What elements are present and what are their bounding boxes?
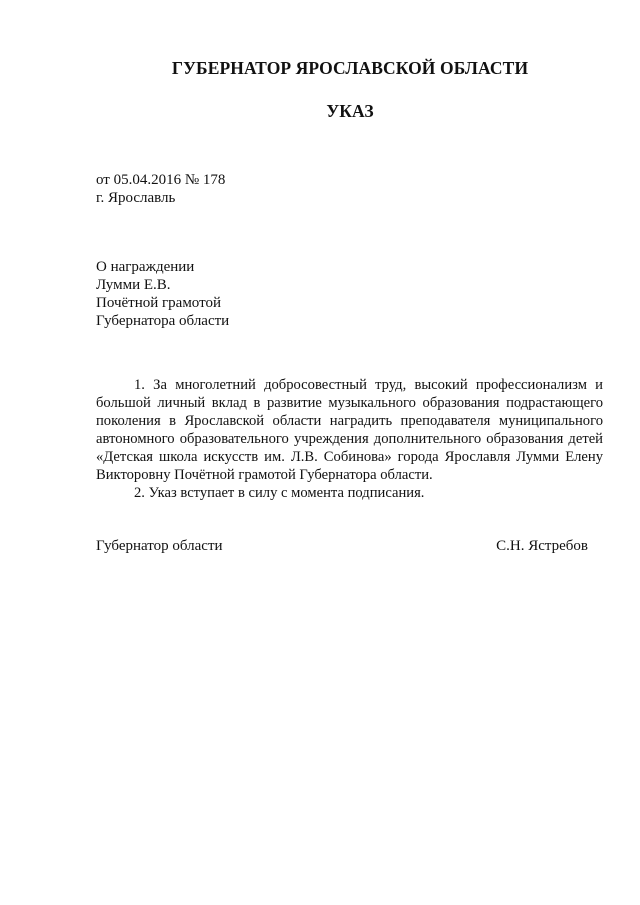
date-and-number: от 05.04.2016 № 178 <box>96 172 226 188</box>
decree-paragraph-2: 2. Указ вступает в силу с момента подписания. <box>134 485 425 501</box>
subject-line: Почётной грамотой <box>96 295 221 311</box>
decree-paragraph-1: 1. За многолетний добросовестный труд, высокий профессионализм и большой личный вклад в развитие музыкального образования подрастающего поколения в Ярославской области наградить преподавателя муниципального автономного образовательного учреждения дополнительного образования детей «Детская школа искусств им. Л.В. Собинова» города Ярославля Лумми Елену Викторовну Почётной грамотой Губернатора области. <box>96 377 603 483</box>
document-type-title: УКАЗ <box>326 101 374 121</box>
signature-block <box>96 537 588 555</box>
document-meta <box>96 171 225 207</box>
subject-line: О награждении <box>96 259 195 275</box>
subject-line: Губернатора области <box>96 313 230 329</box>
city: г. Ярославль <box>96 190 176 206</box>
subject-line: Лумми Е.В. <box>96 277 171 293</box>
issuing-authority-title: ГУБЕРНАТОР ЯРОСЛАВСКОЙ ОБЛАСТИ <box>171 58 529 78</box>
signatory-name: С.Н. Ястребов <box>496 538 588 554</box>
document-subject <box>96 258 229 330</box>
decree-body <box>96 376 603 502</box>
signatory-position: Губернатор области <box>96 538 223 554</box>
